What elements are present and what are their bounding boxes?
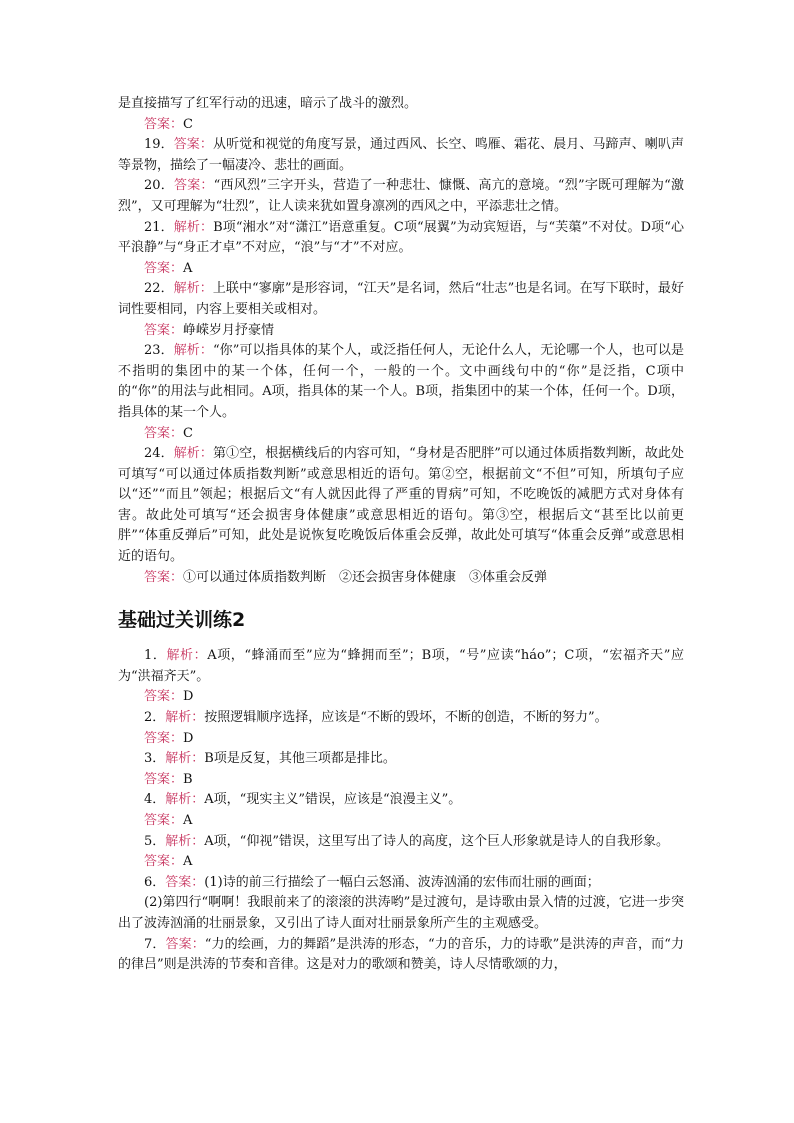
answer-label: 解析： xyxy=(165,710,205,726)
section-heading: 基础过关训练2 xyxy=(118,609,246,632)
question-number: 24． xyxy=(144,446,174,462)
question-number: 6． xyxy=(144,874,166,890)
answer-text: “力的绘画，力的舞蹈”是洪涛的形态，“力的音乐，力的诗歌”是洪涛的声音，而“力的律吕”则是洪涛的节奏和音律。这是对力的歌颂和赞美，诗人尽情歌颂的力， xyxy=(118,936,684,973)
answer-text: D xyxy=(183,730,194,746)
answer-text: B项“湘水”对“潇江”语意重复。C项“展翼”为动宾短语，与“芙蕖”不对仗。D项“心平浪静”与“身正才卓”不对应，“浪”与“才”不对应。 xyxy=(118,219,684,256)
answer-label: 答案： xyxy=(165,874,205,890)
answer-text: A项，“现实主义”错误，应该是“浪漫主义”。 xyxy=(204,792,462,808)
answer-section-2 xyxy=(118,646,684,976)
document-page xyxy=(118,94,684,976)
answer-text: A xyxy=(183,260,193,276)
answer-paragraph xyxy=(118,852,684,873)
answer-label: 答案： xyxy=(173,137,213,153)
answer-paragraph xyxy=(118,135,684,176)
answer-paragraph xyxy=(118,893,684,934)
answer-text: A项，“仰视”错误，这里写出了诗人的高度，这个巨人形象就是诗人的自我形象。 xyxy=(204,833,669,849)
answer-paragraph xyxy=(118,115,684,136)
question-number: 23． xyxy=(144,343,174,359)
answer-text: D xyxy=(183,689,194,705)
answer-paragraph xyxy=(118,729,684,750)
answer-label: 答案： xyxy=(173,178,214,194)
answer-text: “西风烈”三字开头，营造了一种悲壮、慷慨、高亢的意境。“烈”字既可理解为“激烈”，又可理解为“壮烈”，让人读来犹如置身凛冽的西风之中，平添悲壮之情。 xyxy=(118,178,684,214)
answer-label: 答案： xyxy=(144,322,184,338)
question-number: 22． xyxy=(144,281,174,297)
answer-paragraph xyxy=(118,218,684,259)
answer-label: 解析： xyxy=(173,219,214,235)
answer-paragraph xyxy=(118,259,684,280)
question-number: 1． xyxy=(144,648,167,664)
answer-text: B xyxy=(183,771,193,787)
answer-paragraph xyxy=(118,646,684,687)
answer-paragraph xyxy=(118,708,684,729)
answer-text: A项，“蜂涌而至”应为“蜂拥而至”；B项，“号”应读“háo”；C项，“宏福齐天”应为“洪福齐天”。 xyxy=(118,648,684,684)
question-number: 7． xyxy=(144,936,166,952)
answer-label: 答案： xyxy=(144,689,184,705)
answer-label: 解析： xyxy=(165,833,205,849)
answer-paragraph xyxy=(118,770,684,791)
answer-label: 答案： xyxy=(144,569,184,585)
answer-text: 第①空，根据横线后的内容可知，“身材是否肥胖”可以通过体质指数判断，故此处可填写“可以通过体质指数判断”或意思相近的语句。第②空，根据前文“不但”可知，所填句子应以“还”“而且”领起；根据后文“有人就因此得了严重的胃病”可知，不吃晚饭的减肥方式对身体有害。故此处可填写“还会损害身体健康”或意思相近的语句。第③空，根据后文“甚至比以前更胖”“体重反弹后”可知，此处是说恢复吃晚饭后体重会反弹，故此处可填写“体重会反弹”或意思相近的语句。 xyxy=(118,446,684,565)
answer-text: C xyxy=(183,425,193,441)
answer-label: 答案： xyxy=(144,425,184,441)
question-number: 21． xyxy=(144,219,174,235)
question-number: 2． xyxy=(144,710,166,726)
answer-paragraph xyxy=(118,568,684,589)
answer-label: 解析： xyxy=(165,751,205,767)
answer-paragraph xyxy=(118,279,684,320)
answer-text: (2)第四行“啊啊！我眼前来了的滚滚的洪涛哟”是过渡句，是诗歌由景入情的过渡，它进一步突出了波涛汹涌的壮丽景象，又引出了诗人面对壮丽景象所产生的主观感受。 xyxy=(118,895,684,931)
answer-label: 解析： xyxy=(165,792,205,808)
answer-section-1 xyxy=(118,94,684,588)
answer-text: 峥嵘岁月抒豪情 xyxy=(183,322,275,338)
answer-label: 答案： xyxy=(165,936,205,952)
answer-text: 按照逻辑顺序选择，应该是“不断的毁坏，不断的创造，不断的努力”。 xyxy=(204,710,608,726)
question-number: 3． xyxy=(144,751,166,767)
answer-paragraph xyxy=(118,424,684,445)
answer-paragraph xyxy=(118,687,684,708)
answer-paragraph xyxy=(118,790,684,811)
answer-paragraph xyxy=(118,94,684,115)
answer-paragraph xyxy=(118,341,684,423)
answer-paragraph xyxy=(118,935,684,976)
answer-text: 从听觉和视觉的角度写景，通过西风、长空、鸣雁、霜花、晨月、马蹄声、喇叭声等景物，描绘了一幅凄冷、悲壮的画面。 xyxy=(118,137,684,173)
answer-label: 解析： xyxy=(173,446,213,462)
question-number: 20． xyxy=(144,178,174,194)
answer-paragraph xyxy=(118,811,684,832)
answer-text: 上联中“寥廓”是形容词，“江天”是名词，然后“壮志”也是名词。在写下联时，最好词性要相同，内容上要相关或相对。 xyxy=(118,281,684,317)
answer-text: (1)诗的前三行描绘了一幅白云怒涌、波涛汹涌的宏伟而壮丽的画面； xyxy=(204,874,600,890)
answer-text: “你”可以指具体的某个人，或泛指任何人，无论什么人，无论哪一个人，也可以是不指明的集团中的某一个体，任何一个，一般的一个。文中画线句中的“你”是泛指，C项中的“你”的用法与此相同。A项，指具体的某一个人。B项，指集团中的某一个体，任何一个。D项，指具体的某一个人。 xyxy=(118,343,684,420)
answer-label: 解析： xyxy=(166,648,208,664)
question-number: 19． xyxy=(144,137,174,153)
answer-label: 答案： xyxy=(144,854,184,870)
answer-label: 解析： xyxy=(173,281,213,297)
answer-text: C xyxy=(183,116,193,132)
answer-text: A xyxy=(183,813,193,828)
answer-label: 答案： xyxy=(144,116,184,132)
answer-paragraph xyxy=(118,873,684,894)
answer-paragraph xyxy=(118,321,684,342)
answer-text: 是直接描写了红军行动的迅速，暗示了战斗的激烈。 xyxy=(118,96,418,111)
answer-paragraph xyxy=(118,749,684,770)
answer-label: 答案： xyxy=(144,260,184,276)
answer-label: 答案： xyxy=(144,730,184,746)
answer-paragraph xyxy=(118,832,684,853)
answer-paragraph xyxy=(118,444,684,568)
answer-label: 解析： xyxy=(173,343,213,359)
question-number: 5． xyxy=(144,833,166,849)
answer-text: B项是反复，其他三项都是排比。 xyxy=(204,751,396,767)
answer-label: 答案： xyxy=(144,771,184,787)
answer-text: A xyxy=(183,854,193,870)
answer-paragraph xyxy=(118,176,684,217)
question-number: 4． xyxy=(144,792,166,808)
answer-text: ①可以通过体质指数判断 ②还会损害身体健康 ③体重会反弹 xyxy=(183,569,548,585)
answer-label: 答案： xyxy=(144,813,184,828)
